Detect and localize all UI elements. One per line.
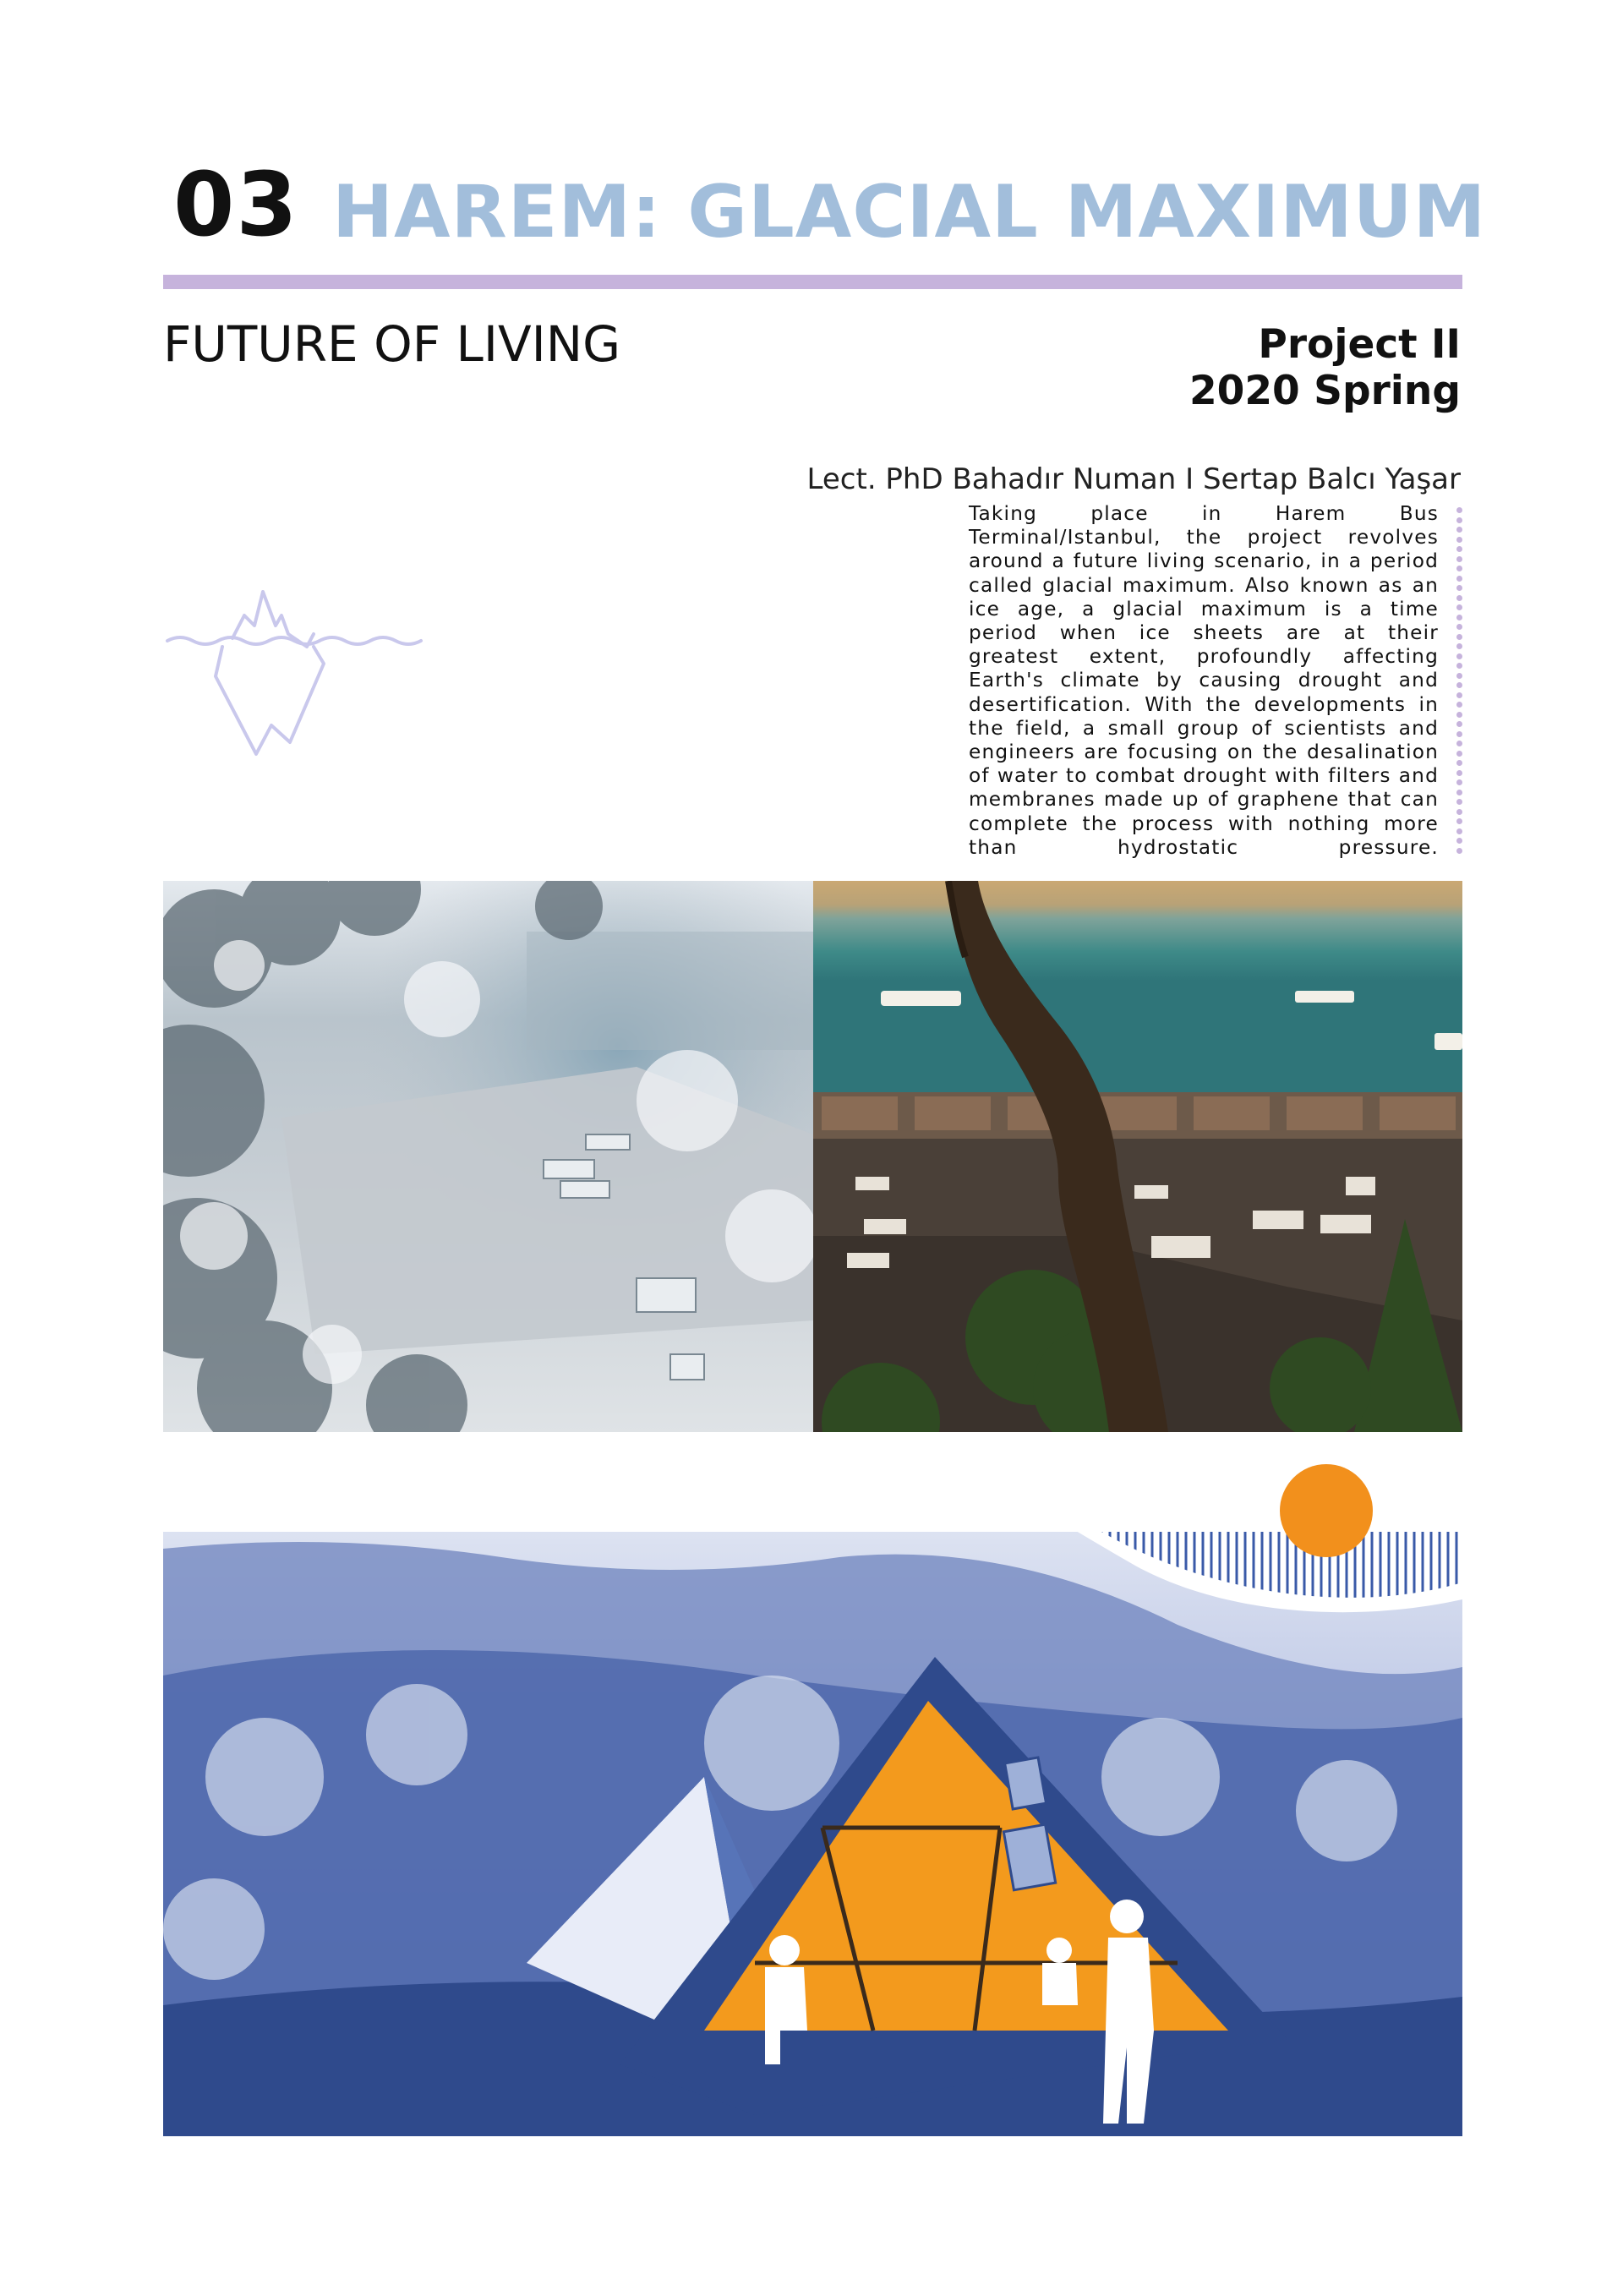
glacial-structure-render xyxy=(163,1456,1462,2136)
lecturers-credit: Lect. PhD Bahadır Numan I Sertap Balcı Yaşar xyxy=(806,462,1461,496)
harem-terminal-photo xyxy=(813,881,1462,1432)
dotted-divider xyxy=(1456,507,1463,854)
project-info xyxy=(1189,321,1461,415)
glacial-collage-image xyxy=(163,881,813,1432)
project-term: 2020 Spring xyxy=(1189,368,1461,415)
project-name: Project II xyxy=(1258,321,1461,368)
section-number: 03 xyxy=(173,153,299,256)
title-divider xyxy=(163,275,1462,289)
page-title: HAREM: GLACIAL MAXIMUM xyxy=(332,170,1487,254)
iceberg-icon xyxy=(163,541,434,769)
project-description: Taking place in Harem Bus Terminal/Istanbul, the project revolves around a future living scenario, in a period called glacial maximum. Also known as an ice age, a glacial maximum is a time period when ice sheets are at their greatest extent, profoundly affecting Earth's climate by causing drought and desertification. With the developments in the field, a small group of scientists and engineers are focusing on the desalination of water to combat drought with filters and membranes made up of graphene that can complete the process with nothing more than hydrostatic pressure. xyxy=(969,502,1439,859)
page-subtitle: FUTURE OF LIVING xyxy=(163,315,621,373)
